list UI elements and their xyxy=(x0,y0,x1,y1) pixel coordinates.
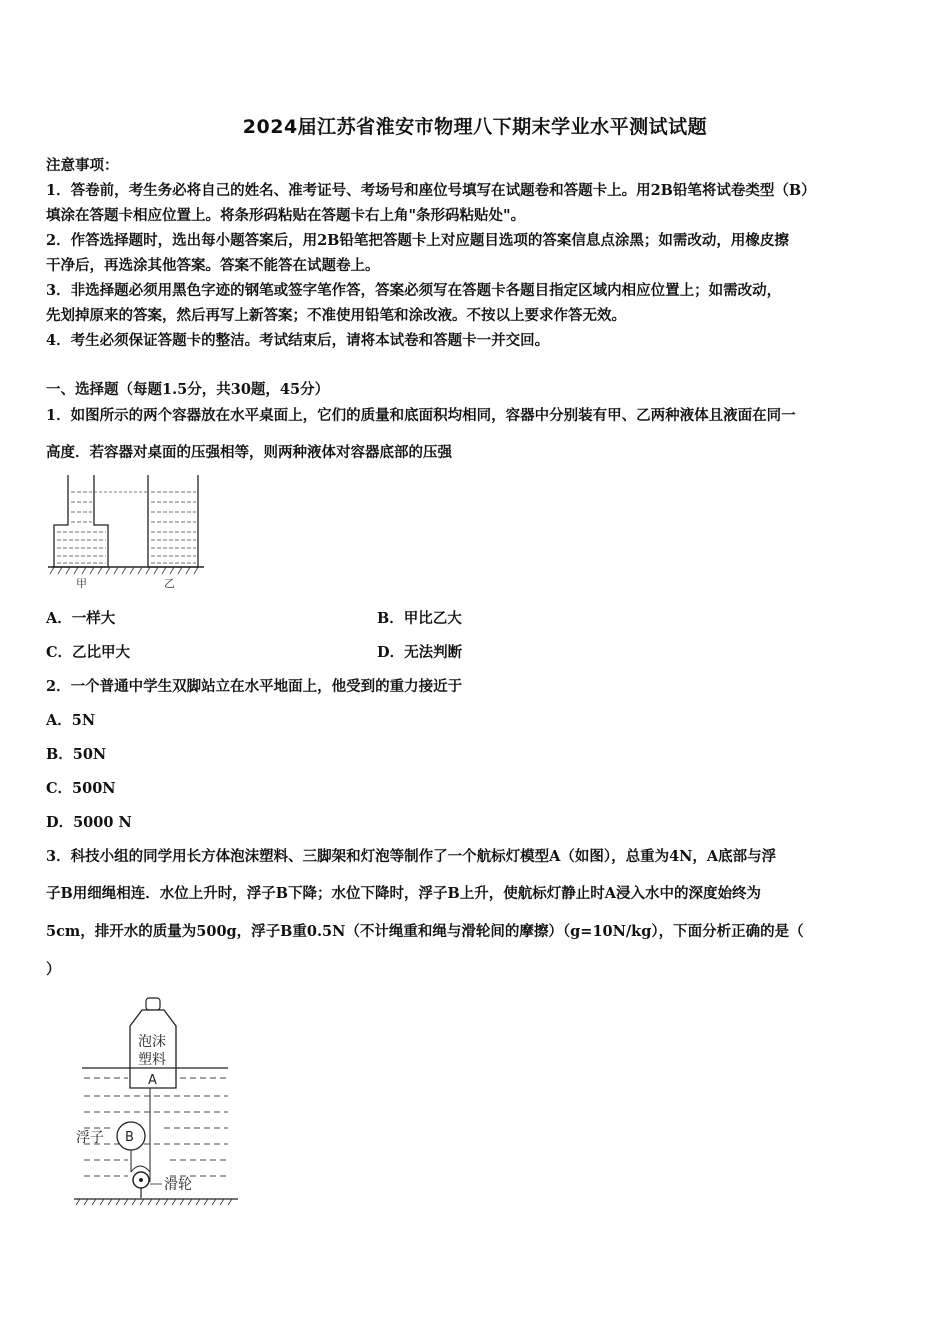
notice-line: 干净后，再选涂其他答案。答案不能答在试题卷上。 xyxy=(46,257,380,274)
q1-option-a[interactable]: A．一样大 xyxy=(46,610,116,627)
notice-line: 1．答卷前，考生务必将自己的姓名、准考证号、考场号和座位号填写在试题卷和答题卡上。用2B铅笔将试卷类型（B） xyxy=(46,182,816,199)
q3-block-label-2: 塑料 xyxy=(138,1052,166,1068)
notice-line: 4．考生必须保证答题卡的整洁。考试结束后，请将本试卷和答题卡一并交回。 xyxy=(46,332,550,349)
q1-option-b[interactable]: B．甲比乙大 xyxy=(377,610,462,627)
notice-line: 填涂在答题卡相应位置上。将条形码粘贴在答题卡右上角"条形码粘贴处"。 xyxy=(46,207,526,224)
q2-stem: 2．一个普通中学生双脚站立在水平地面上，他受到的重力接近于 xyxy=(46,678,463,695)
q3-stem-line: 5cm，排开水的质量为500g，浮子B重0.5N（不计绳重和绳与滑轮间的摩擦）（g=10N/kg），下面分析正确的是（ xyxy=(46,923,804,940)
q2-option-a[interactable]: A．5N xyxy=(46,712,96,729)
notice-line: 3．非选择题必须用黑色字迹的钢笔或签字笔作答，答案必须写在答题卡各题目指定区域内相应位置上；如需改动， xyxy=(46,282,782,299)
q3-stem-line: ） xyxy=(46,961,61,978)
q3-stem-line: 子B用细绳相连．水位上升时，浮子B下降；水位下降时，浮子B上升，使航标灯静止时A浸入水中的深度始终为 xyxy=(46,885,762,902)
notice-line: 先划掉原来的答案，然后再写上新答案；不准使用铅笔和涂改液。不按以上要求作答无效。 xyxy=(46,307,626,324)
notice-line: 2．作答选择题时，选出每小题答案后，用2B铅笔把答题卡上对应题目选项的答案信息点涂黑；如需改动，用橡皮擦 xyxy=(46,232,789,249)
q1-figure-label-yi: 乙 xyxy=(164,577,175,590)
q1-option-c[interactable]: C．乙比甲大 xyxy=(46,644,131,661)
q1-containers-figure xyxy=(44,470,214,592)
q2-option-c[interactable]: C．500N xyxy=(46,780,116,797)
q3-pulley-label: 滑轮 xyxy=(164,1177,192,1193)
q1-option-d[interactable]: D．无法判断 xyxy=(377,644,463,661)
page-title: 2024届江苏省淮安市物理八下期末学业水平测试试题 xyxy=(242,116,708,138)
q3-float-label: 浮子 xyxy=(76,1130,104,1146)
q3-buoy-figure xyxy=(70,992,245,1207)
q3-stem-line: 3．科技小组的同学用长方体泡沫塑料、三脚架和灯泡等制作了一个航标灯模型A（如图），总重为4N，A底部与浮 xyxy=(46,848,777,865)
q3-block-label-1: 泡沫 xyxy=(138,1034,166,1050)
q3-float-letter-b: B xyxy=(125,1130,134,1145)
q1-stem-line: 1．如图所示的两个容器放在水平桌面上，它们的质量和底面积均相同，容器中分别装有甲、乙两种液体且液面在同一 xyxy=(46,407,796,424)
q2-option-d[interactable]: D．5000 N xyxy=(46,814,132,831)
q1-stem-line: 高度．若容器对桌面的压强相等，则两种液体对容器底部的压强 xyxy=(46,444,452,461)
q2-option-b[interactable]: B．50N xyxy=(46,746,107,763)
notice-heading: 注意事项： xyxy=(46,157,119,174)
section-heading: 一、选择题（每题1.5分，共30题，45分） xyxy=(46,381,330,398)
q3-block-letter-a: A xyxy=(148,1073,157,1088)
q1-figure-label-jia: 甲 xyxy=(76,577,87,590)
